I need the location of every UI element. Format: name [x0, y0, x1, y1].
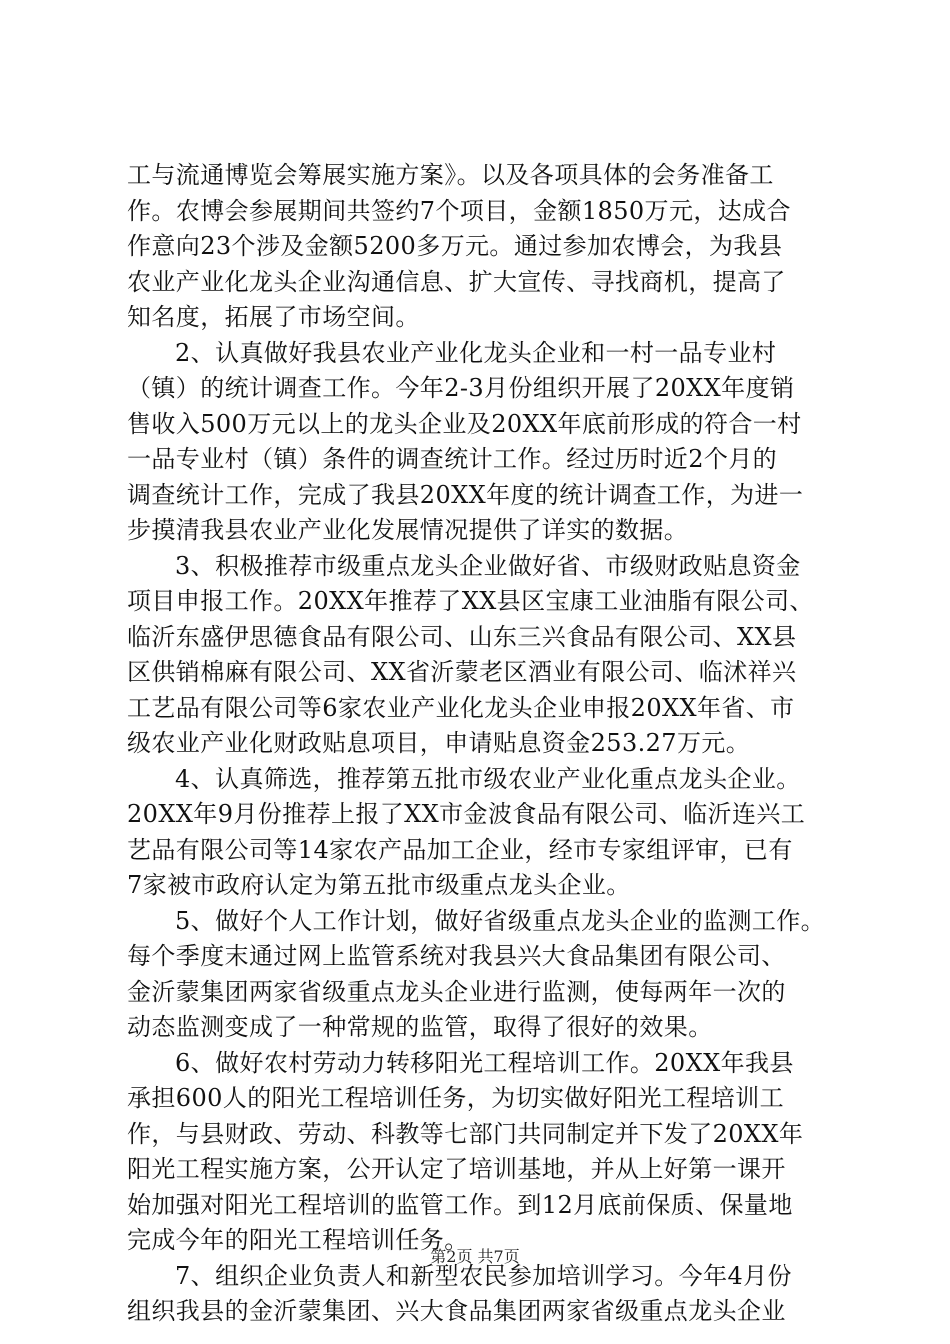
body-line: 20XX年9月份推荐上报了XX市金波食品有限公司、临沂连兴工 — [127, 800, 806, 828]
body-line: 售收入500万元以上的龙头企业及20XX年底前形成的符合一村 — [127, 409, 802, 438]
paragraph-7-start: 7、组织企业负责人和新型农民参加培训学习。今年4月份 — [175, 1261, 792, 1290]
body-line: 每个季度末通过网上监管系统对我县兴大食品集团有限公司、 — [127, 942, 786, 970]
body-line: 区供销棉麻有限公司、XX省沂蒙老区酒业有限公司、临沭祥兴 — [127, 658, 797, 686]
paragraph-2-start: 2、认真做好我县农业产业化龙头企业和一村一品专业村 — [175, 338, 777, 367]
body-line: （镇）的统计调查工作。今年2-3月份组织开展了20XX年度销 — [127, 374, 795, 402]
body-line: 知名度，拓展了市场空间。 — [127, 303, 420, 331]
body-line: 一品专业村（镇）条件的调查统计工作。经过历时近2个月的 — [127, 445, 778, 473]
body-line: 作意向23个涉及金额5200多万元。通过参加农博会，为我县 — [127, 232, 783, 260]
body-line: 级农业产业化财政贴息项目，申请贴息资金253.27万元。 — [127, 729, 751, 757]
body-line: 7家被市政府认定为第五批市级重点龙头企业。 — [127, 871, 631, 899]
body-line: 步摸清我县农业产业化发展情况提供了详实的数据。 — [127, 516, 689, 544]
body-line: 作，与县财政、劳动、科教等七部门共同制定并下发了20XX年 — [127, 1119, 804, 1148]
body-line: 完成今年的阳光工程培训任务。 — [127, 1226, 469, 1254]
body-line: 始加强对阳光工程培训的监管工作。到12月底前保质、保量地 — [127, 1190, 793, 1219]
paragraph-3-start: 3、积极推荐市级重点龙头企业做好省、市级财政贴息资金 — [175, 551, 801, 580]
paragraph-6-start: 6、做好农村劳动力转移阳光工程培训工作。20XX年我县 — [175, 1048, 794, 1077]
body-line: 组织我县的金沂蒙集团、兴大食品集团两家省级重点龙头企业 — [127, 1297, 786, 1325]
body-line: 项目申报工作。20XX年推荐了XX县区宝康工业油脂有限公司、 — [127, 587, 814, 615]
body-line: 承担600人的阳光工程培训任务，为切实做好阳光工程培训工 — [127, 1084, 785, 1112]
document-body — [127, 158, 839, 1330]
body-line: 临沂东盛伊思德食品有限公司、山东三兴食品有限公司、XX县 — [127, 622, 797, 651]
body-line: 动态监测变成了一种常规的监管，取得了很好的效果。 — [127, 1013, 713, 1041]
page-footer: 第2页 共7页 — [430, 1247, 520, 1266]
paragraph-5-start: 5、做好个人工作计划，做好省级重点龙头企业的监测工作。 — [175, 906, 826, 935]
body-line: 金沂蒙集团两家省级重点龙头企业进行监测，使每两年一次的 — [127, 977, 786, 1006]
body-line: 工艺品有限公司等6家农业产业化龙头企业申报20XX年省、市 — [127, 693, 795, 722]
body-line: 工与流通博览会筹展实施方案》。以及各项具体的会务准备工 — [127, 161, 774, 189]
body-line: 艺品有限公司等14家农产品加工企业，经市专家组评审，已有 — [127, 835, 793, 864]
body-line: 阳光工程实施方案，公开认定了培训基地，并从上好第一课开 — [127, 1155, 786, 1183]
body-line: 农业产业化龙头企业沟通信息、扩大宣传、寻找商机，提高了 — [127, 267, 786, 296]
body-line: 调查统计工作，完成了我县20XX年度的统计调查工作，为进一 — [127, 480, 804, 509]
paragraph-4-start: 4、认真筛选，推荐第五批市级农业产业化重点龙头企业。 — [175, 764, 801, 793]
body-line: 作。农博会参展期间共签约7个项目，金额1850万元，达成合 — [127, 196, 791, 225]
